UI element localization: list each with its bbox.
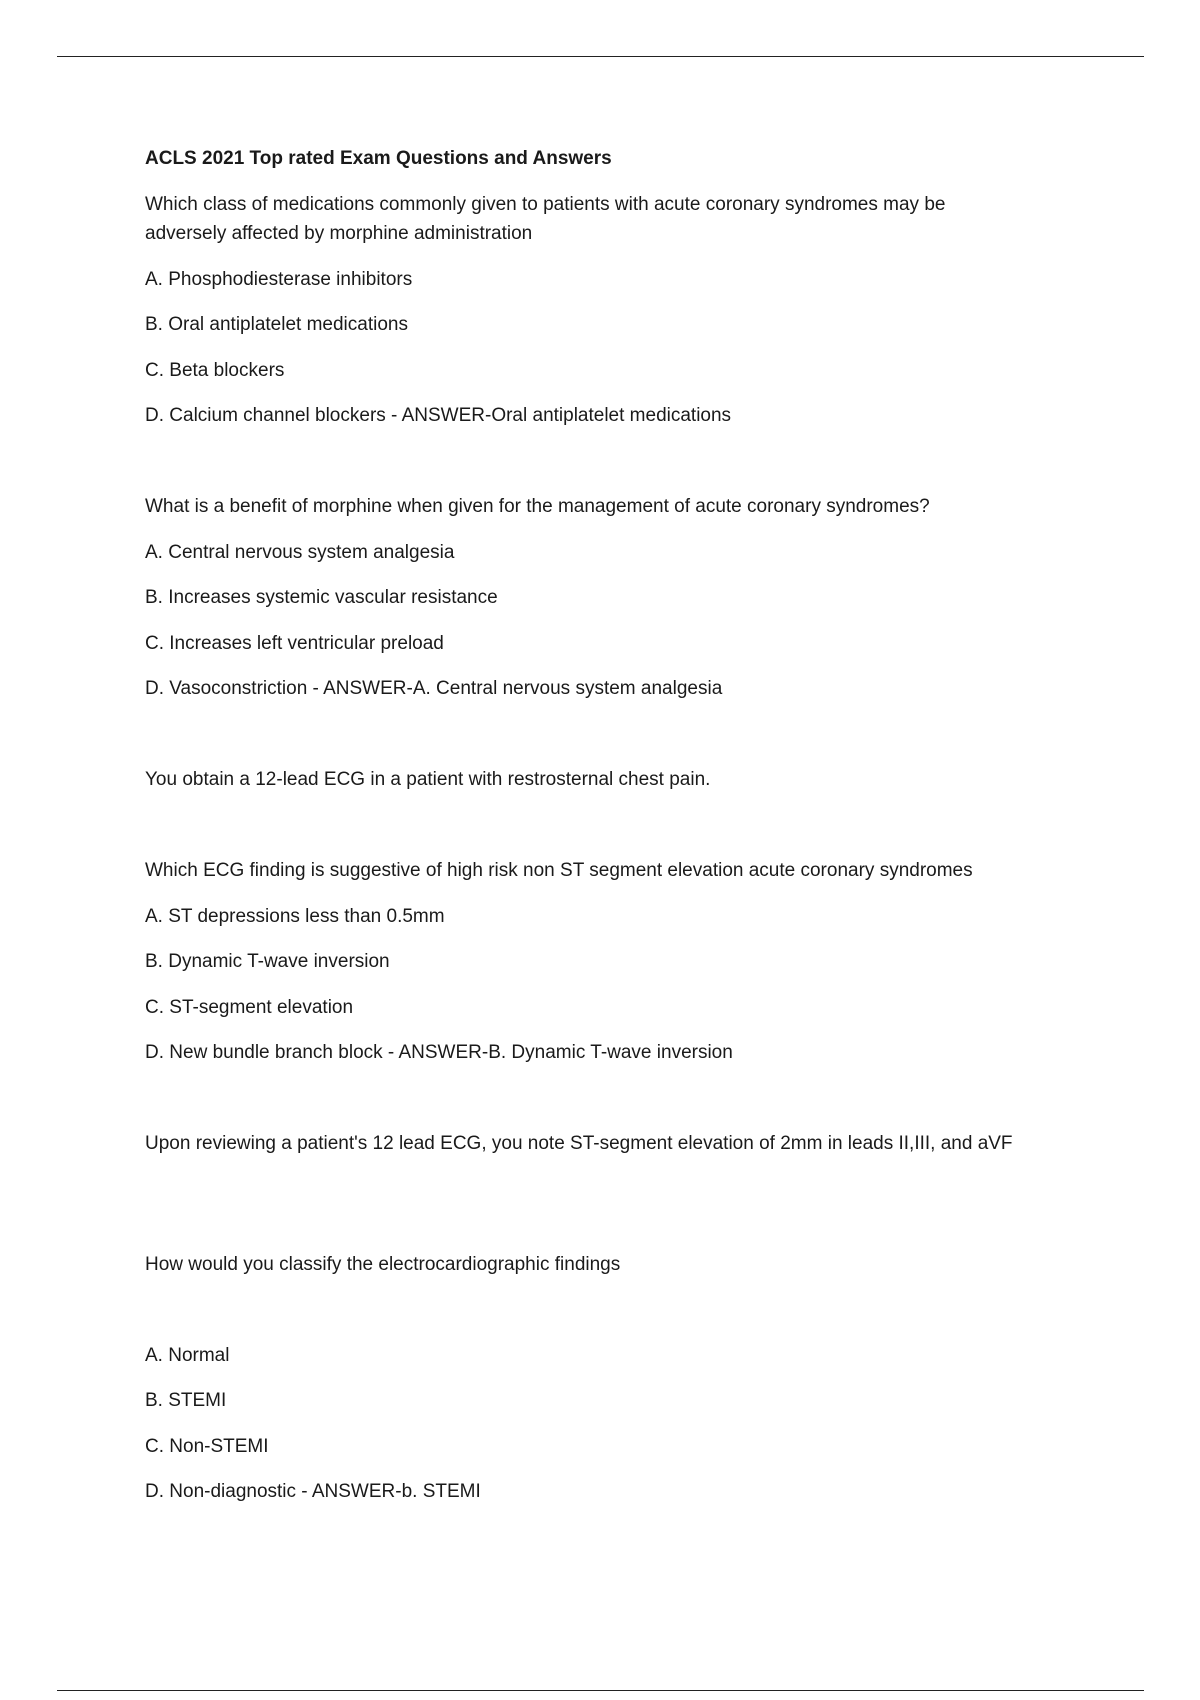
- question-3-option-c: C. ST-segment elevation: [145, 997, 354, 1018]
- question-1-option-d-answer: D. Calcium channel blockers - ANSWER-Oral antiplatelet medications: [145, 405, 732, 426]
- question-3-text: Which ECG finding is suggestive of high risk non ST segment elevation acute coronary syndromes: [145, 860, 973, 881]
- question-2-option-c: C. Increases left ventricular preload: [145, 633, 444, 654]
- document-title: ACLS 2021 Top rated Exam Questions and Answers: [145, 148, 612, 169]
- question-1-text: Which class of medications commonly given to patients with acute coronary syndromes may be adversely affected by morphine administration: [145, 194, 946, 244]
- question-3-option-a: A. ST depressions less than 0.5mm: [145, 906, 445, 927]
- question-2-option-b: B. Increases systemic vascular resistance: [145, 587, 498, 608]
- question-4-text: How would you classify the electrocardiographic findings: [145, 1254, 621, 1275]
- question-4-option-a: A. Normal: [145, 1345, 230, 1366]
- question-1-option-c: C. Beta blockers: [145, 360, 285, 381]
- question-2-option-d-answer: D. Vasoconstriction - ANSWER-A. Central nervous system analgesia: [145, 678, 723, 699]
- question-3-scenario: You obtain a 12-lead ECG in a patient with restrosternal chest pain.: [145, 769, 711, 790]
- question-2-text: What is a benefit of morphine when given for the management of acute coronary syndromes?: [145, 496, 930, 517]
- question-3-option-b: B. Dynamic T-wave inversion: [145, 951, 390, 972]
- question-4-option-b: B. STEMI: [145, 1390, 227, 1411]
- bottom-divider: [57, 1690, 1144, 1691]
- question-2-option-a: A. Central nervous system analgesia: [145, 542, 455, 563]
- question-3-option-d-answer: D. New bundle branch block - ANSWER-B. Dynamic T-wave inversion: [145, 1042, 733, 1063]
- question-4-scenario: Upon reviewing a patient's 12 lead ECG, you note ST-segment elevation of 2mm in leads II,III, and aVF: [145, 1133, 1013, 1154]
- question-1-option-b: B. Oral antiplatelet medications: [145, 314, 408, 335]
- top-divider: [57, 56, 1144, 57]
- question-4-option-d-answer: D. Non-diagnostic - ANSWER-b. STEMI: [145, 1481, 481, 1502]
- question-1-option-a: A. Phosphodiesterase inhibitors: [145, 269, 413, 290]
- question-4-option-c: C. Non-STEMI: [145, 1436, 269, 1457]
